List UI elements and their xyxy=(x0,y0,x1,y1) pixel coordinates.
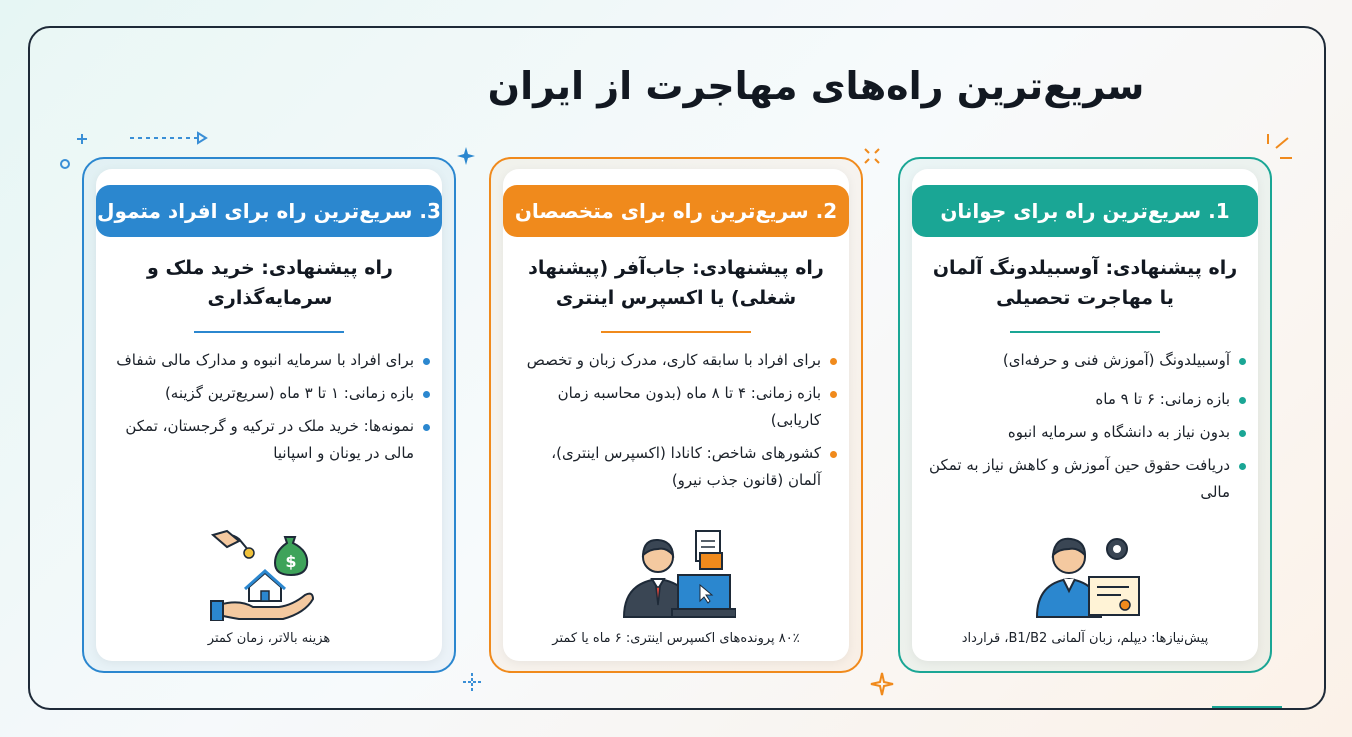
burst-decoration xyxy=(862,146,882,166)
bullet-list xyxy=(926,347,1248,512)
bullet-dot xyxy=(1239,463,1246,470)
bullet-dot xyxy=(423,391,430,398)
plus-decoration xyxy=(462,672,482,692)
bullet-list xyxy=(110,347,432,473)
bullet-dot xyxy=(423,424,430,431)
card-body xyxy=(96,169,442,661)
list-item xyxy=(110,347,432,374)
list-item xyxy=(517,440,839,494)
card-professionals xyxy=(489,157,863,673)
bullet-dot xyxy=(1239,430,1246,437)
card-footer: هزینه بالاتر، زمان کمتر xyxy=(207,631,331,646)
card-subtitle: راه پیشنهادی: آوسبیلدونگ آلمان یا مهاجرت تحصیلی xyxy=(932,257,1238,309)
graduate-certificate-icon xyxy=(1025,529,1145,621)
bullet-text: بازه زمانی: ۱ تا ۳ ماه (سریع‌ترین گزینه) xyxy=(164,384,414,402)
card-body xyxy=(503,169,849,661)
card-subtitle: راه پیشنهادی: خرید ملک و سرمایه‌گذاری xyxy=(147,257,393,309)
bullet-text: نمونه‌ها: خرید ملک در ترکیه و گرجستان، تمکن مالی در یونان و اسپانیا xyxy=(125,417,414,462)
bullet-dot xyxy=(423,358,430,365)
star-decoration xyxy=(456,146,476,166)
list-item xyxy=(926,347,1248,374)
bullet-dot xyxy=(1239,358,1246,365)
svg-text:$: $ xyxy=(285,552,297,571)
divider xyxy=(1010,331,1160,333)
bullet-text: دریافت حقوق حین آموزش و کاهش نیاز به تمکن مالی xyxy=(929,456,1230,501)
professional-laptop-icon xyxy=(616,529,736,621)
bullet-text: برای افراد با سرمایه انبوه و مدارک مالی شفاف xyxy=(116,351,414,369)
bullet-text: بدون نیاز به دانشگاه و سرمایه انبوه xyxy=(1007,423,1230,441)
bullet-text: آوسبیلدونگ (آموزش فنی و حرفه‌ای) xyxy=(1002,351,1230,369)
card-youth xyxy=(898,157,1272,673)
list-item xyxy=(110,380,432,407)
card-footer: پیش‌نیازها: دیپلم، زبان آلمانی B1/B2، قرارداد xyxy=(961,631,1209,646)
line-decoration xyxy=(1212,702,1282,712)
card-body xyxy=(912,169,1258,661)
card-wealthy xyxy=(82,157,456,673)
bullet-text: برای افراد با سابقه کاری، مدرک زبان و تخصص xyxy=(526,351,821,369)
card-header: 1. سریع‌ترین راه برای جوانان xyxy=(912,185,1258,237)
card-header: 2. سریع‌ترین راه برای متخصصان xyxy=(503,185,849,237)
bullet-dot xyxy=(1239,397,1246,404)
card-footer: ۸۰٪ پرونده‌های اکسپرس اینتری: ۶ ماه یا کمتر xyxy=(552,631,800,646)
card-subtitle: راه پیشنهادی: جاب‌آفر (پیشنهاد شغلی) یا اکسپرس اینتری xyxy=(528,257,824,309)
list-item xyxy=(110,413,432,467)
property-investment-icon xyxy=(209,529,329,621)
list-item xyxy=(517,380,839,434)
page-title: سریع‌ترین راه‌های مهاجرت از ایران xyxy=(487,64,1145,108)
bullet-text: بازه زمانی: ۶ تا ۹ ماه xyxy=(1095,390,1230,408)
bullet-dot xyxy=(830,451,837,458)
list-item xyxy=(926,386,1248,413)
divider xyxy=(194,331,344,333)
bullet-text: کشورهای شاخص: کانادا (اکسپرس اینتری)، آلمان (قانون جذب نیرو) xyxy=(551,444,821,489)
bullet-list xyxy=(517,347,839,500)
card-header: 3. سریع‌ترین راه برای افراد متمول xyxy=(96,185,442,237)
list-item xyxy=(926,419,1248,446)
bullet-dot xyxy=(830,391,837,398)
bullet-dot xyxy=(830,358,837,365)
lines-decoration xyxy=(1264,132,1294,162)
list-item xyxy=(926,452,1248,506)
divider xyxy=(601,331,751,333)
star-decoration-bottom xyxy=(870,672,894,696)
bullet-text: بازه زمانی: ۴ تا ۸ ماه (بدون محاسبه زمان کاریابی) xyxy=(557,384,821,429)
list-item xyxy=(517,347,839,374)
